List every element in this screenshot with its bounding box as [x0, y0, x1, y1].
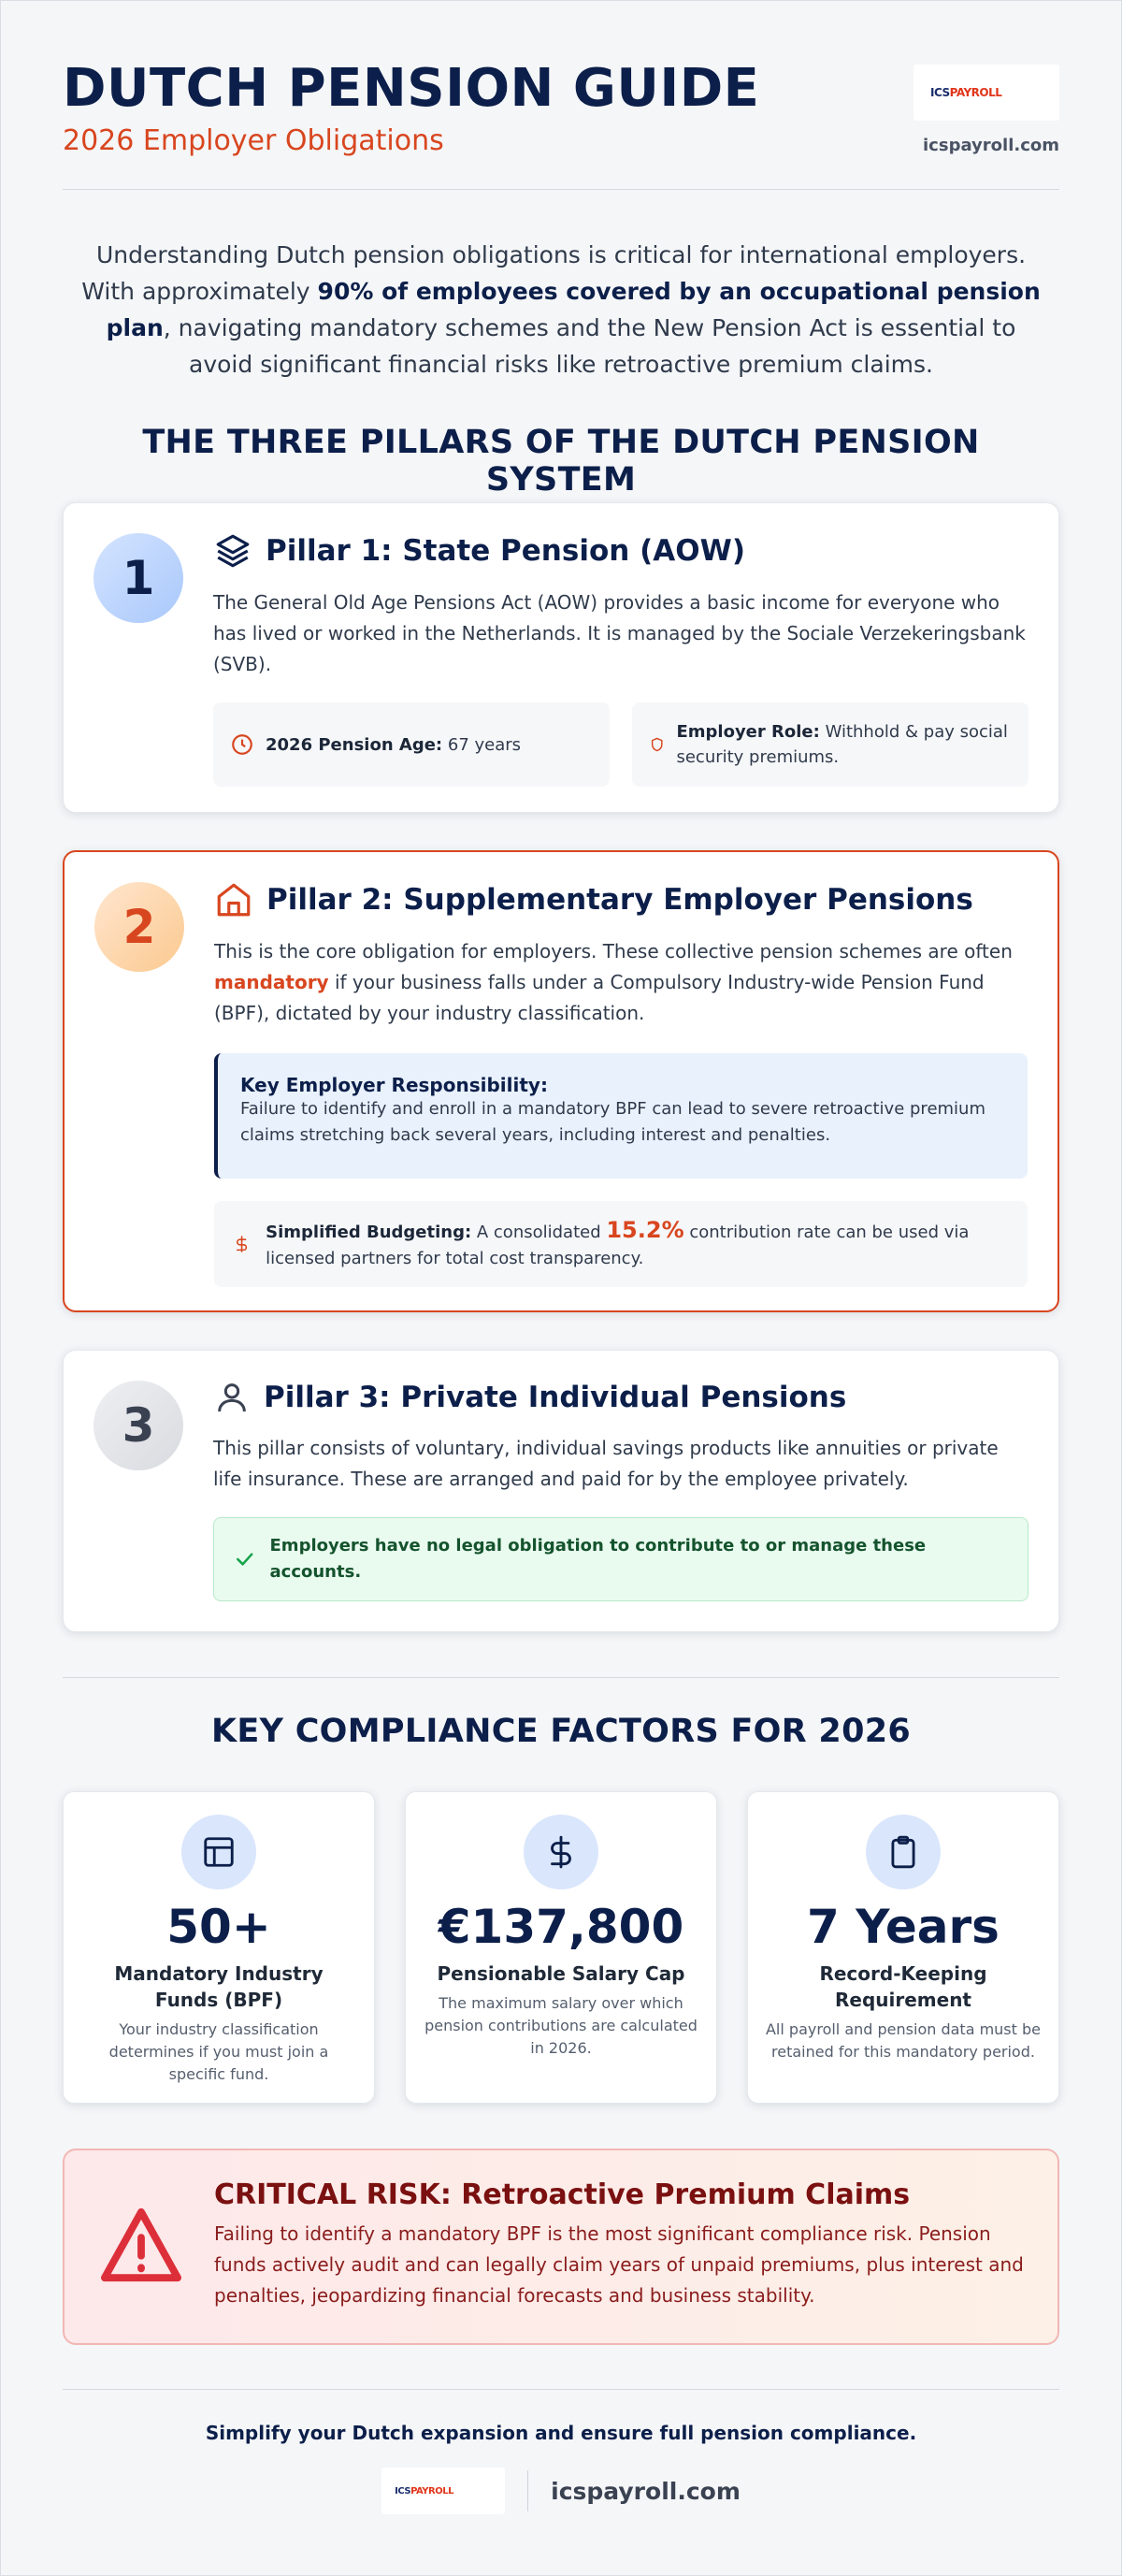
- no-obligation-text: Employers have no legal obligation to contribute to or manage these accounts.: [269, 1536, 927, 1582]
- callout-title: Key Employer Responsibility:: [240, 1074, 548, 1096]
- budget-text-start: A consolidated: [471, 1222, 607, 1242]
- page-header: [63, 1, 1059, 190]
- logo-text-payroll: PAYROLL: [949, 86, 1002, 99]
- user-icon: [213, 1379, 251, 1416]
- stat-value: 7 Years: [807, 1900, 1000, 1954]
- stat-card-record-keeping: [747, 1791, 1059, 2104]
- stat-description: Your industry classification determines if you must join a specific fund.: [108, 2020, 329, 2083]
- title-block: [63, 59, 759, 157]
- risk-title: CRITICAL RISK: Retroactive Premium Claims: [214, 2178, 911, 2211]
- footer-brand: [63, 2467, 1059, 2514]
- stat-label: Pensionable Salary Cap: [437, 1962, 685, 1985]
- pillar-1-card: [63, 502, 1059, 813]
- warning-icon: [96, 2205, 186, 2285]
- footer-divider: [63, 2389, 1059, 2390]
- clipboard-icon: [885, 1834, 921, 1870]
- employer-role-value: Withhold & pay social security premiums.: [676, 722, 1008, 767]
- stat-label: Mandatory Industry Funds (BPF): [114, 1962, 324, 2011]
- stat-description: The maximum salary over which pension contributions are calculated in 2026.: [424, 1994, 698, 2057]
- layout-icon: [201, 1834, 237, 1870]
- no-obligation-note: [213, 1517, 1028, 1601]
- logo-text-ics: ICS: [395, 2485, 411, 2496]
- layers-icon: [213, 531, 252, 571]
- stat-description: All payroll and pension data must be retained for this mandatory period.: [765, 2020, 1041, 2061]
- pension-age-value: 67 years: [442, 734, 522, 755]
- stat-card-salary-cap: [405, 1791, 717, 2104]
- critical-risk-banner: [63, 2149, 1059, 2345]
- home-icon: [214, 880, 253, 919]
- page-subtitle: 2026 Employer Obligations: [63, 124, 444, 157]
- footer-logo: [381, 2467, 505, 2514]
- intro-highlight: 90% of employees covered by an occupational pension plan: [106, 278, 1041, 341]
- pension-age-label: 2026 Pension Age:: [266, 734, 443, 755]
- company-logo: [913, 65, 1059, 121]
- compliance-stats: [63, 1791, 1059, 2104]
- clock-icon: [230, 732, 254, 757]
- stat-label: Record-Keeping Requirement: [819, 1962, 987, 2011]
- stat-card-bpf: [63, 1791, 375, 2104]
- dollar-icon: [543, 1834, 579, 1870]
- pillar-2-number: 2: [94, 882, 184, 972]
- mandatory-highlight: mandatory: [214, 971, 329, 993]
- pillars-section-title: THE THREE PILLARS OF THE DUTCH PENSION SYSTEM: [142, 424, 980, 499]
- page-title: DUTCH PENSION GUIDE: [63, 58, 760, 119]
- brand-block: [913, 59, 1059, 155]
- stat-value: 50+: [166, 1900, 271, 1954]
- pillar-1-description: The General Old Age Pensions Act (AOW) provides a basic income for everyone who has lived or worked in the Netherlands. It is managed by the Sociale Verzekeringsbank (SVB).: [213, 591, 1026, 675]
- logo-text-ics: ICS: [930, 86, 950, 99]
- logo-text-payroll: PAYROLL: [410, 2485, 453, 2496]
- employer-role-chip: [632, 702, 1028, 787]
- pillar-2-description: [214, 936, 1028, 1029]
- intro-text-start: Understanding Dutch pension obligations is critical for international employers. With approximately: [81, 241, 1027, 305]
- budgeting-note: [214, 1201, 1028, 1287]
- pillar-2-desc-start: This is the core obligation for employers. These collective pension schemes are often: [214, 940, 1013, 962]
- compliance-section-title: KEY COMPLIANCE FACTORS FOR 2026: [210, 1713, 912, 1750]
- pension-age-chip: [213, 702, 610, 787]
- footer-separator: [527, 2470, 528, 2511]
- pillar-3-number: 3: [94, 1381, 183, 1470]
- pillar-3-title: Pillar 3: Private Individual Pensions: [264, 1381, 847, 1414]
- pillar-1-title: Pillar 1: State Pension (AOW): [266, 534, 745, 568]
- pillar-2-desc-end: if your business falls under a Compulsory Industry-wide Pension Fund (BPF), dictated by your industry classification.: [214, 971, 985, 1024]
- budget-label: Simplified Budgeting:: [266, 1222, 472, 1242]
- callout-text: Failure to identify and enroll in a mandatory BPF can lead to severe retroactive premium claims stretching back several years, including interest and penalties.: [240, 1099, 985, 1145]
- pillar-3-card: [63, 1350, 1059, 1632]
- footer-url: icspayroll.com: [551, 2477, 741, 2505]
- risk-text: Failing to identify a mandatory BPF is the most significant compliance risk. Pension funds actively audit and can legally claim years of unpaid premiums, plus interest and penalties, jeopardizing financial forecasts and business stability.: [214, 2222, 1024, 2307]
- pillar-2-card: [63, 850, 1059, 1312]
- employer-role-label: Employer Role:: [676, 722, 820, 742]
- pillar-3-description: This pillar consists of voluntary, individual savings products like annuities or private life insurance. These are arranged and paid for by the employee privately.: [213, 1437, 999, 1490]
- stat-value: €137,800: [438, 1900, 684, 1954]
- footer-tagline: Simplify your Dutch expansion and ensure full pension compliance.: [205, 2422, 917, 2444]
- pillar-2-title: Pillar 2: Supplementary Employer Pensions: [266, 883, 973, 917]
- budget-text-end: contribution rate can be used via licensed partners for total cost transparency.: [266, 1222, 970, 1268]
- header-url: icspayroll.com: [923, 136, 1059, 155]
- key-responsibility-callout: [214, 1053, 1028, 1179]
- check-icon: [233, 1547, 257, 1571]
- dollar-icon: [233, 1228, 251, 1260]
- pillar-1-number: 1: [94, 533, 183, 623]
- section-divider: [63, 1677, 1059, 1678]
- contribution-rate: 15.2%: [606, 1216, 684, 1243]
- intro-text-end: , navigating mandatory schemes and the New Pension Act is essential to avoid significant financial risks like retroactive premium claims.: [163, 314, 1016, 378]
- shield-icon: [649, 732, 665, 757]
